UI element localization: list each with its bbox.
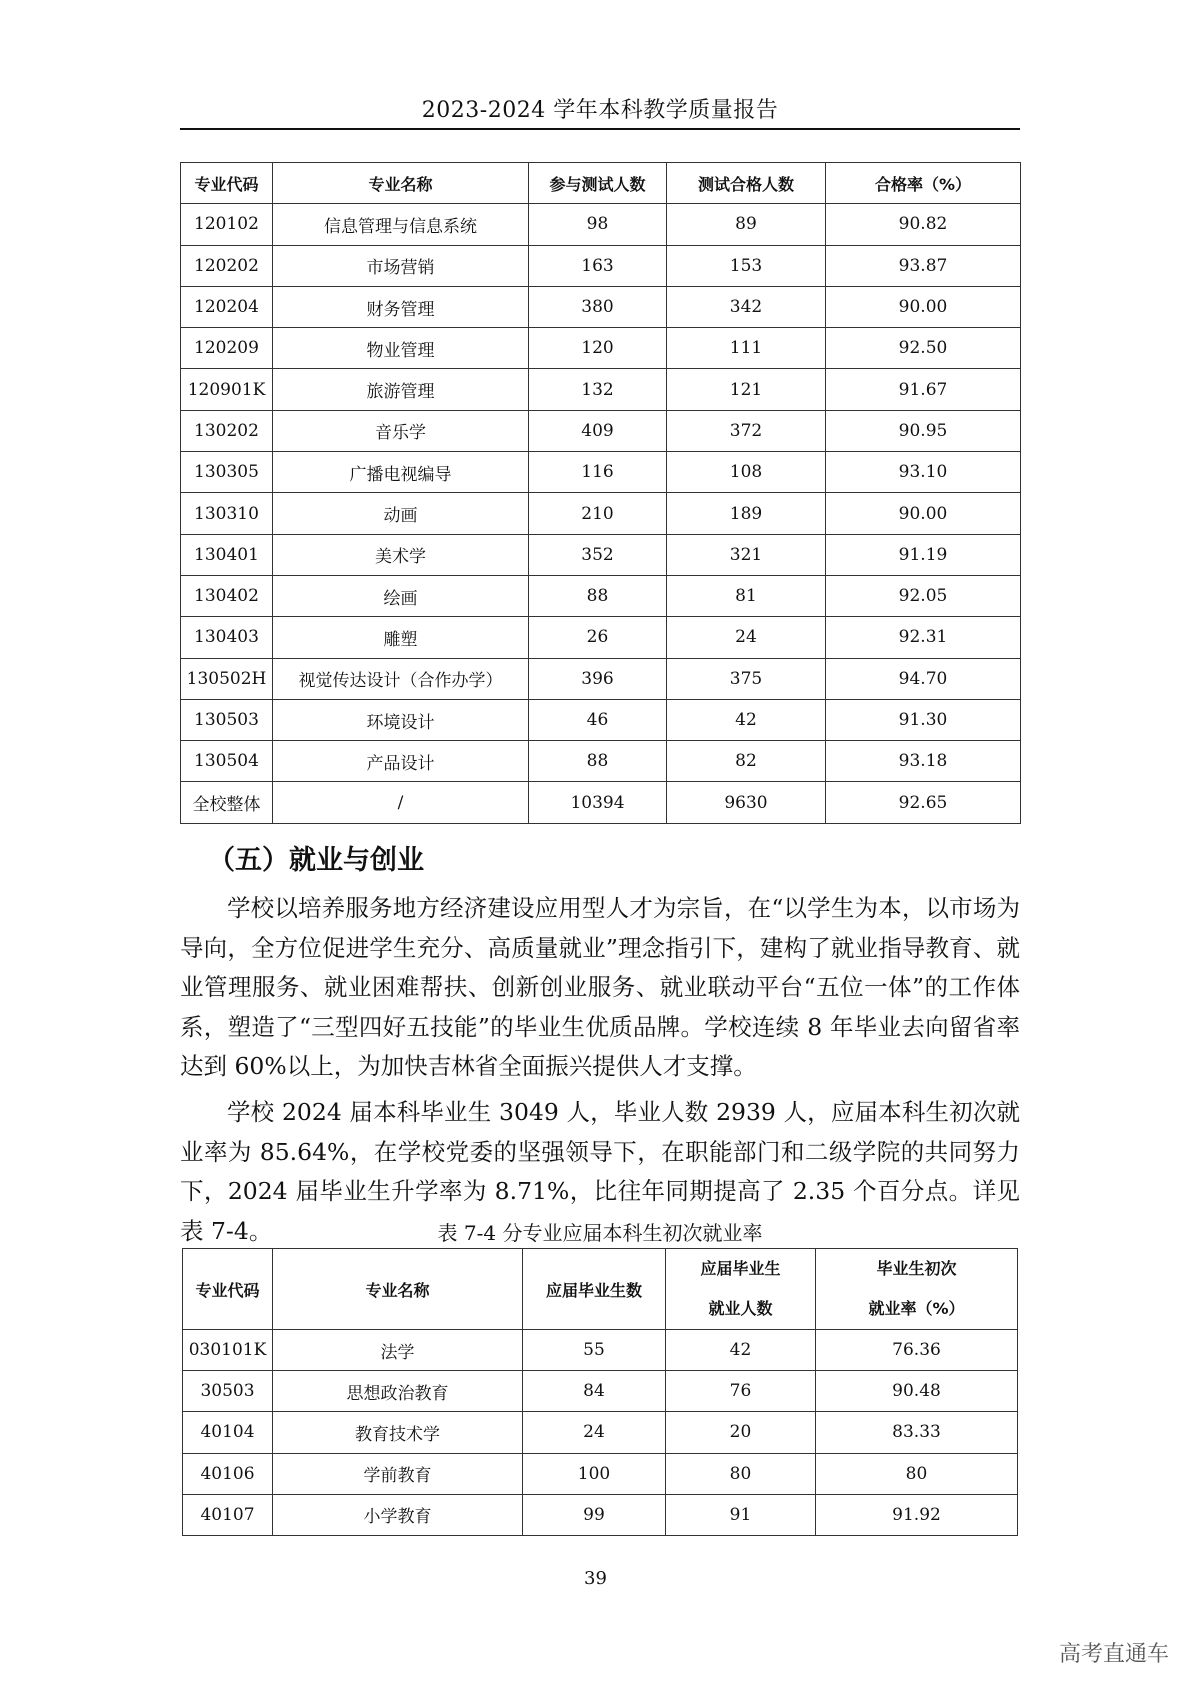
table-cell: 学前教育: [273, 1453, 523, 1494]
table-cell: 90.95: [826, 410, 1021, 451]
employment-rate-table: [182, 1248, 1018, 1536]
table-cell: 90.48: [816, 1371, 1018, 1412]
table-cell: 396: [529, 658, 667, 699]
column-header-line: 应届毕业生: [700, 1259, 781, 1278]
table-cell: 210: [529, 493, 667, 534]
table-cell: 24: [667, 617, 826, 658]
table-cell: 83.33: [816, 1412, 1018, 1453]
table-cell: 94.70: [826, 658, 1021, 699]
table-cell: 思想政治教育: [273, 1371, 523, 1412]
table-cell: 92.05: [826, 575, 1021, 616]
table-cell: 教育技术学: [273, 1412, 523, 1453]
table-row: [181, 245, 1021, 286]
table-cell: 旅游管理: [273, 369, 529, 410]
table-row: [181, 369, 1021, 410]
table-cell: 92.50: [826, 328, 1021, 369]
table-cell: 90.82: [826, 204, 1021, 245]
table-row: [181, 204, 1021, 245]
table-cell: 352: [529, 534, 667, 575]
table-cell: 26: [529, 617, 667, 658]
table-cell: 信息管理与信息系统: [273, 204, 529, 245]
table-row: [181, 699, 1021, 740]
table-row: [183, 1453, 1018, 1494]
table-cell: 130202: [181, 410, 273, 451]
table-cell: 55: [523, 1330, 666, 1371]
table-cell: 93.87: [826, 245, 1021, 286]
table-row: [181, 617, 1021, 658]
table-cell: 产品设计: [273, 741, 529, 782]
page-number: 39: [584, 1568, 607, 1589]
table-row: [181, 575, 1021, 616]
table-cell: 409: [529, 410, 667, 451]
table-row: [181, 493, 1021, 534]
table-cell: 广播电视编导: [273, 452, 529, 493]
section-heading: （五）就业与创业: [208, 845, 424, 876]
table-cell: 130503: [181, 699, 273, 740]
table-cell: 小学教育: [273, 1494, 523, 1535]
table-cell: 84: [523, 1371, 666, 1412]
table-cell: 130401: [181, 534, 273, 575]
table-cell: 120202: [181, 245, 273, 286]
table-cell: 130504: [181, 741, 273, 782]
table-cell: 121: [667, 369, 826, 410]
column-header: 参与测试人数: [529, 163, 667, 204]
table-cell: 163: [529, 245, 667, 286]
table-cell: 视觉传达设计（合作办学）: [273, 658, 529, 699]
column-header-line: 就业人数: [708, 1299, 773, 1318]
table-cell: 美术学: [273, 534, 529, 575]
paragraph-employment-stats: 学校 2024 届本科毕业生 3049 人，毕业人数 2939 人，应届本科生初次就业率为 85.64%，在学校党委的坚强领导下，在职能部门和二级学院的共同努力下，2024 届毕业生升学率为 8.71%，比往年同期提高了 2.35 个百分点。详见表 7-4。: [180, 1098, 1020, 1245]
column-header-line: 就业率（%）: [868, 1299, 965, 1318]
table-row: [181, 782, 1021, 823]
table-row: [183, 1371, 1018, 1412]
table-cell: 42: [667, 699, 826, 740]
table-cell: 130502H: [181, 658, 273, 699]
table-cell: 030101K: [183, 1330, 273, 1371]
table-cell: 40106: [183, 1453, 273, 1494]
table-cell: 111: [667, 328, 826, 369]
table-cell: 76.36: [816, 1330, 1018, 1371]
table-row: [181, 534, 1021, 575]
table-cell: 法学: [273, 1330, 523, 1371]
column-header: 专业名称: [273, 1249, 523, 1330]
table-cell: 绘画: [273, 575, 529, 616]
table-cell: 372: [667, 410, 826, 451]
table-cell: 99: [523, 1494, 666, 1535]
watermark-text: 高考直通车: [1058, 1642, 1169, 1667]
table-cell: 80: [816, 1453, 1018, 1494]
table-cell: 342: [667, 286, 826, 327]
table-row: [183, 1494, 1018, 1535]
table-cell: 116: [529, 452, 667, 493]
table-row: [181, 328, 1021, 369]
table-cell: 91.19: [826, 534, 1021, 575]
table-cell: 91.67: [826, 369, 1021, 410]
table-cell: 130403: [181, 617, 273, 658]
table-cell: 90.00: [826, 286, 1021, 327]
table-cell: 120204: [181, 286, 273, 327]
table-cell: 153: [667, 245, 826, 286]
table-row: [183, 1412, 1018, 1453]
column-header: 测试合格人数: [667, 163, 826, 204]
table-cell: 92.31: [826, 617, 1021, 658]
table-cell: 380: [529, 286, 667, 327]
table-cell: 财务管理: [273, 286, 529, 327]
table-cell: 189: [667, 493, 826, 534]
table-row: [181, 286, 1021, 327]
table-cell: 88: [529, 741, 667, 782]
table-cell: 120: [529, 328, 667, 369]
table-cell: 100: [523, 1453, 666, 1494]
table-cell: 91.30: [826, 699, 1021, 740]
table-cell: 108: [667, 452, 826, 493]
report-header-title: 2023-2024 学年本科教学质量报告: [421, 98, 779, 123]
table-cell: 80: [666, 1453, 816, 1494]
table-cell: 91.92: [816, 1494, 1018, 1535]
table-cell: 环境设计: [273, 699, 529, 740]
table-header-row: [183, 1249, 1018, 1330]
table-cell: 92.65: [826, 782, 1021, 823]
column-header: [816, 1249, 1018, 1330]
column-header: 应届毕业生数: [523, 1249, 666, 1330]
table-cell: 130402: [181, 575, 273, 616]
table-cell: 9630: [667, 782, 826, 823]
column-header: 合格率（%）: [826, 163, 1021, 204]
table-cell: 全校整体: [181, 782, 273, 823]
table-cell: 91: [666, 1494, 816, 1535]
table-cell: 10394: [529, 782, 667, 823]
table-cell: 130310: [181, 493, 273, 534]
table-cell: 93.18: [826, 741, 1021, 782]
table-cell: 40104: [183, 1412, 273, 1453]
table-row: [181, 741, 1021, 782]
table-cell: 物业管理: [273, 328, 529, 369]
table-row: [183, 1330, 1018, 1371]
table-header-row: [181, 163, 1021, 204]
column-header-line: 毕业生初次: [876, 1259, 957, 1278]
column-header: 专业名称: [273, 163, 529, 204]
table-cell: 30503: [183, 1371, 273, 1412]
table-cell: 132: [529, 369, 667, 410]
column-header: [666, 1249, 816, 1330]
table-cell: 88: [529, 575, 667, 616]
table-cell: 82: [667, 741, 826, 782]
table-cell: 93.10: [826, 452, 1021, 493]
column-header: 专业代码: [183, 1249, 273, 1330]
table-cell: 42: [666, 1330, 816, 1371]
table-cell: 375: [667, 658, 826, 699]
table-cell: /: [273, 782, 529, 823]
table-cell: 120209: [181, 328, 273, 369]
table-cell: 雕塑: [273, 617, 529, 658]
table-cell: 120102: [181, 204, 273, 245]
table-cell: 81: [667, 575, 826, 616]
table-cell: 89: [667, 204, 826, 245]
table-cell: 市场营销: [273, 245, 529, 286]
table-row: [181, 658, 1021, 699]
table-cell: 音乐学: [273, 410, 529, 451]
table-cell: 76: [666, 1371, 816, 1412]
table-row: [181, 410, 1021, 451]
table-caption: 表 7-4 分专业应届本科生初次就业率: [437, 1221, 763, 1245]
table-cell: 46: [529, 699, 667, 740]
table-cell: 98: [529, 204, 667, 245]
table-cell: 130305: [181, 452, 273, 493]
table-cell: 321: [667, 534, 826, 575]
table-cell: 动画: [273, 493, 529, 534]
paragraph-employment-system: 学校以培养服务地方经济建设应用型人才为宗旨，在“以学生为本，以市场为导向，全方位促进学生充分、高质量就业”理念指引下，建构了就业指导教育、就业管理服务、就业困难帮扶、创新创业服务、就业联动平台“五位一体”的工作体系，塑造了“三型四好五技能”的毕业生优质品牌。学校连续 8 年毕业去向留省率达到 60%以上，为加快吉林省全面振兴提供人才支撑。: [180, 894, 1020, 1080]
table-cell: 40107: [183, 1494, 273, 1535]
pass-rate-table: [180, 162, 1021, 824]
table-cell: 120901K: [181, 369, 273, 410]
header-divider: [180, 128, 1020, 130]
table-row: [181, 452, 1021, 493]
table-cell: 90.00: [826, 493, 1021, 534]
table-cell: 20: [666, 1412, 816, 1453]
table-cell: 24: [523, 1412, 666, 1453]
column-header: 专业代码: [181, 163, 273, 204]
